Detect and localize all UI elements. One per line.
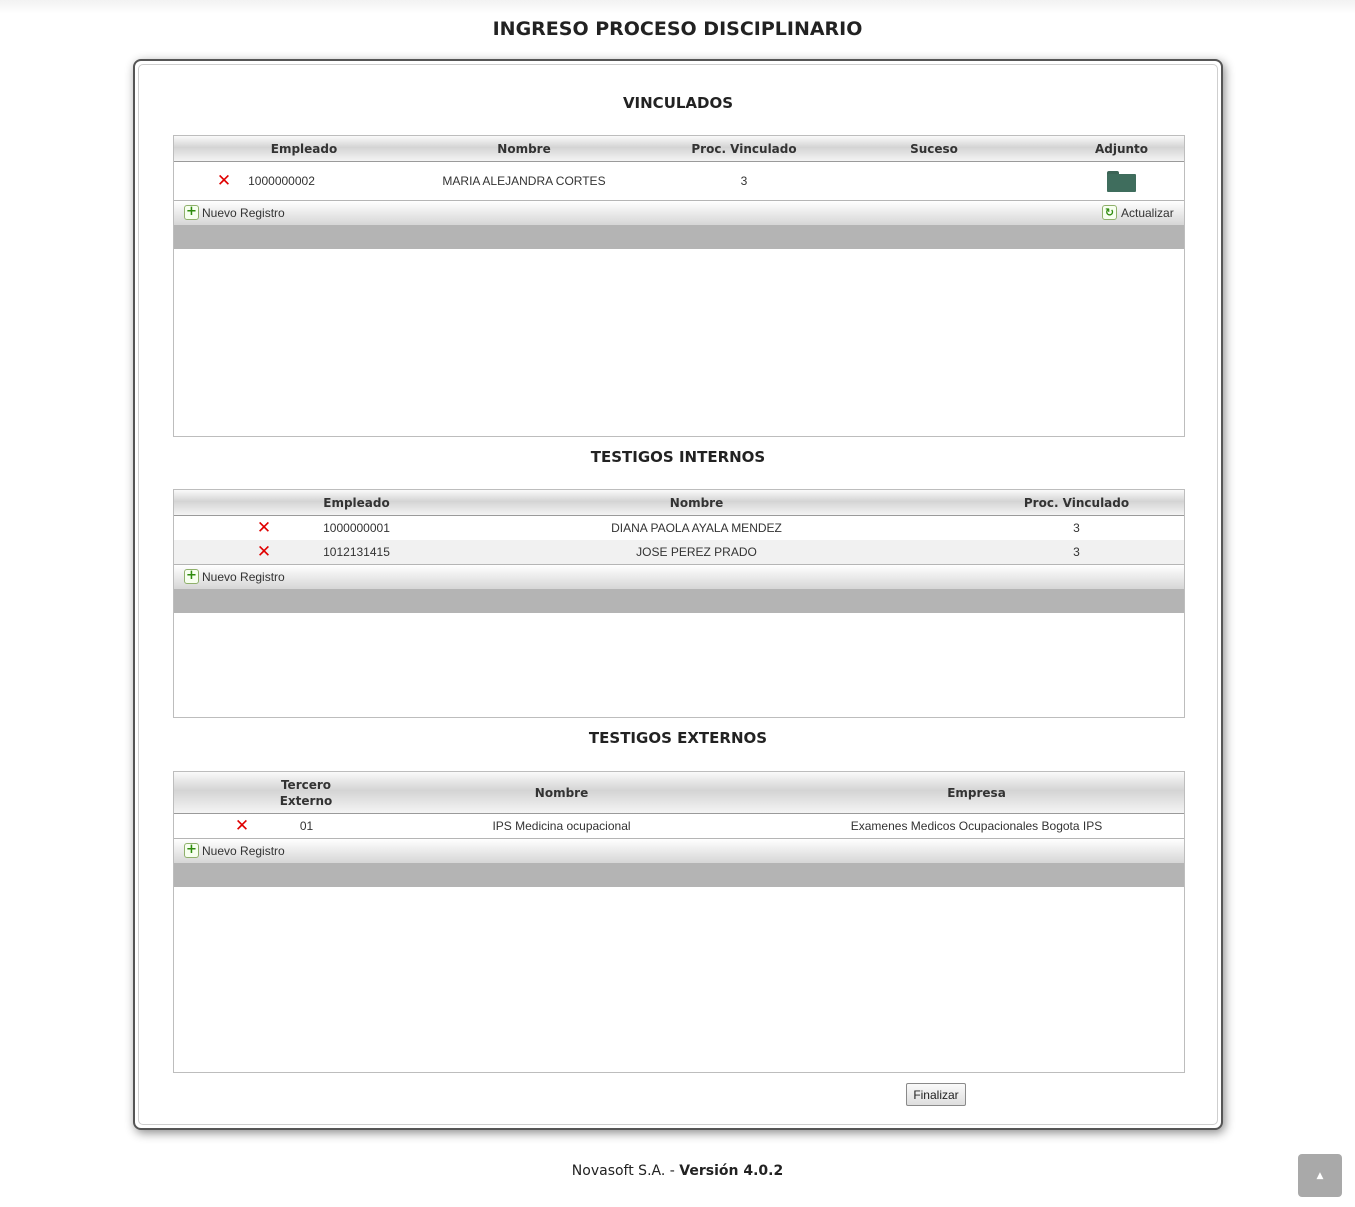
column-header-tercero-line2: Externo xyxy=(279,793,333,808)
externos-pager xyxy=(174,863,1184,887)
cell-empleado: 1012131415 xyxy=(323,545,390,559)
column-header-nombre[interactable]: Nombre xyxy=(497,141,551,156)
externos-grid-header xyxy=(174,772,1184,814)
nuevo-registro-button[interactable] xyxy=(184,205,285,220)
nuevo-registro-label: Nuevo Registro xyxy=(202,843,285,858)
section-title-vinculados: VINCULADOS xyxy=(622,94,734,112)
finalizar-button[interactable]: Finalizar xyxy=(906,1083,966,1106)
column-header-empleado[interactable]: Empleado xyxy=(323,495,390,510)
cell-empleado: 1000000002 xyxy=(248,174,315,188)
vinculados-grid xyxy=(173,135,1185,437)
vinculados-toolbar xyxy=(174,200,1184,225)
scroll-to-top-button[interactable] xyxy=(1298,1154,1342,1197)
delete-row-icon[interactable]: ✕ xyxy=(234,815,250,836)
column-header-tercero-line1: Tercero xyxy=(280,777,332,792)
cell-nombre: IPS Medicina ocupacional xyxy=(492,819,631,833)
folder-icon[interactable] xyxy=(1104,162,1139,200)
delete-row-icon[interactable]: ✕ xyxy=(256,517,272,538)
actualizar-button[interactable] xyxy=(1102,205,1174,220)
cell-empresa: Examenes Medicos Ocupacionales Bogota IPS xyxy=(850,819,1103,833)
column-header-tercero-externo[interactable] xyxy=(266,772,346,813)
table-row xyxy=(174,516,1184,540)
table-row xyxy=(174,814,1184,838)
plus-icon: + xyxy=(184,843,199,858)
column-header-nombre[interactable]: Nombre xyxy=(669,495,724,510)
internos-grid-header xyxy=(174,490,1184,516)
internos-grid xyxy=(173,489,1185,718)
section-title-testigos-internos: TESTIGOS INTERNOS xyxy=(590,448,766,466)
cell-tercero: 01 xyxy=(299,819,314,833)
refresh-icon: ↻ xyxy=(1102,205,1117,220)
cell-proc-vinculado: 3 xyxy=(1073,521,1080,535)
cell-nombre: DIANA PAOLA AYALA MENDEZ xyxy=(611,521,782,535)
nuevo-registro-label: Nuevo Registro xyxy=(202,569,285,584)
internos-toolbar xyxy=(174,564,1184,589)
table-row xyxy=(174,162,1184,200)
table-row xyxy=(174,540,1184,564)
footer-version: Versión 4.0.2 xyxy=(679,1163,784,1179)
vinculados-pager xyxy=(174,225,1184,249)
cell-proc-vinculado: 3 xyxy=(740,174,748,188)
cell-nombre: JOSE PEREZ PRADO xyxy=(636,545,757,559)
column-header-empresa[interactable]: Empresa xyxy=(947,785,1006,800)
main-panel xyxy=(133,59,1223,1130)
cell-empleado: 1000000001 xyxy=(323,521,390,535)
nuevo-registro-label: Nuevo Registro xyxy=(202,205,285,220)
column-header-proc-vinculado[interactable]: Proc. Vinculado xyxy=(1023,495,1130,510)
delete-row-icon[interactable]: ✕ xyxy=(216,170,232,191)
plus-icon: + xyxy=(184,205,199,220)
plus-icon: + xyxy=(184,569,199,584)
externos-grid xyxy=(173,771,1185,1073)
cell-suceso xyxy=(884,162,984,200)
column-header-nombre[interactable]: Nombre xyxy=(534,785,589,800)
caret-up-icon: ▲ xyxy=(1316,1170,1324,1181)
column-header-empleado[interactable]: Empleado xyxy=(270,141,338,156)
column-header-suceso[interactable]: Suceso xyxy=(910,141,958,156)
internos-pager xyxy=(174,589,1184,613)
column-header-proc-vinculado[interactable]: Proc. Vinculado xyxy=(691,141,797,156)
delete-row-icon[interactable]: ✕ xyxy=(256,541,272,562)
cell-nombre: MARIA ALEJANDRA CORTES xyxy=(442,174,606,188)
nuevo-registro-button[interactable] xyxy=(184,843,285,858)
vinculados-grid-header xyxy=(174,136,1184,162)
section-title-testigos-externos: TESTIGOS EXTERNOS xyxy=(588,729,768,747)
externos-toolbar xyxy=(174,838,1184,863)
cell-proc-vinculado: 3 xyxy=(1073,545,1080,559)
column-header-adjunto[interactable]: Adjunto xyxy=(1094,141,1149,156)
top-bar xyxy=(0,0,1355,14)
footer xyxy=(0,1163,1355,1179)
nuevo-registro-button[interactable] xyxy=(184,569,285,584)
page-title: INGRESO PROCESO DISCIPLINARIO xyxy=(492,18,863,40)
actualizar-label: Actualizar xyxy=(1121,205,1174,220)
footer-company: Novasoft S.A. - xyxy=(571,1163,680,1179)
